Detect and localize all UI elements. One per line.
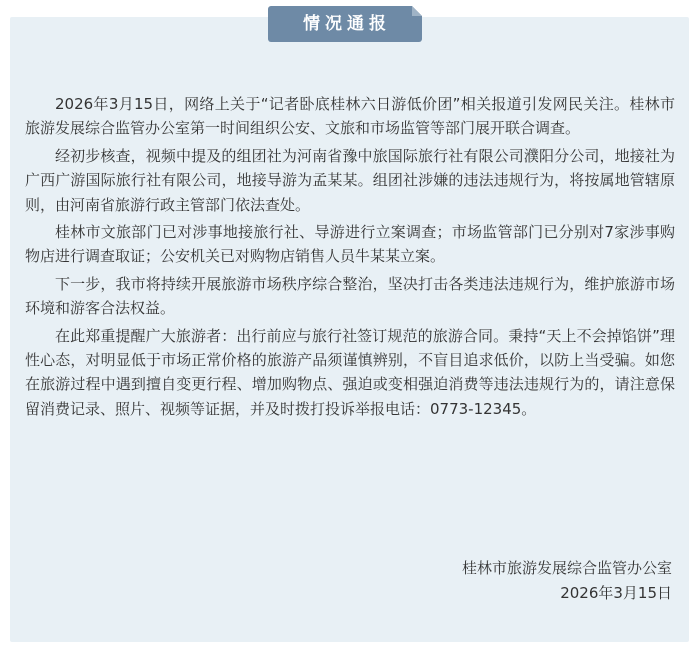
notice-body <box>25 92 675 424</box>
paragraph-5: 在此郑重提醒广大旅游者：出行前应与旅行社签订规范的旅游合同。秉持“天上不会掉馅饼”理性心态，对明显低于市场正常价格的旅游产品须谨慎辨别，不盲目追求低价，以防上当受骗。如您在旅游过程中遇到擅自变更行程、增加购物点、强迫或变相强迫消费等违法违规行为的，请注意保留消费记录、照片、视频等证据，并及时拨打投诉举报电话：0773-12345。 <box>25 326 675 418</box>
signature-organization: 桂林市旅游发展综合监管办公室 <box>461 559 672 577</box>
notice-title: 情况通报 <box>303 14 391 34</box>
signature-block <box>462 556 672 606</box>
signature-date: 2026年3月15日 <box>560 584 672 602</box>
paragraph-2: 经初步核查，视频中提及的组团社为河南省豫中旅国际旅行社有限公司濮阳分公司，地接社为广西广游国际旅行社有限公司，地接导游为孟某某。组团社涉嫌的违法违规行为，将按属地管辖原则，由河南省旅游行政主管部门依法查处。 <box>25 146 675 214</box>
paragraph-1: 2026年3月15日，网络上关于“记者卧底桂林六日游低价团”相关报道引发网民关注。桂林市旅游发展综合监管办公室第一时间组织公安、文旅和市场监管等部门展开联合调查。 <box>25 95 675 138</box>
folded-corner-shade <box>412 6 422 16</box>
paragraph-4: 下一步，我市将持续开展旅游市场秩序综合整治，坚决打击各类违法违规行为，维护旅游市场环境和游客合法权益。 <box>25 274 675 318</box>
paragraph-3: 桂林市文旅部门已对涉事地接旅行社、导游进行立案调查；市场监管部门已分别对7家涉事购物店进行调查取证；公安机关已对购物店销售人员牛某某立案。 <box>25 223 675 266</box>
notice-title-banner <box>268 6 422 42</box>
